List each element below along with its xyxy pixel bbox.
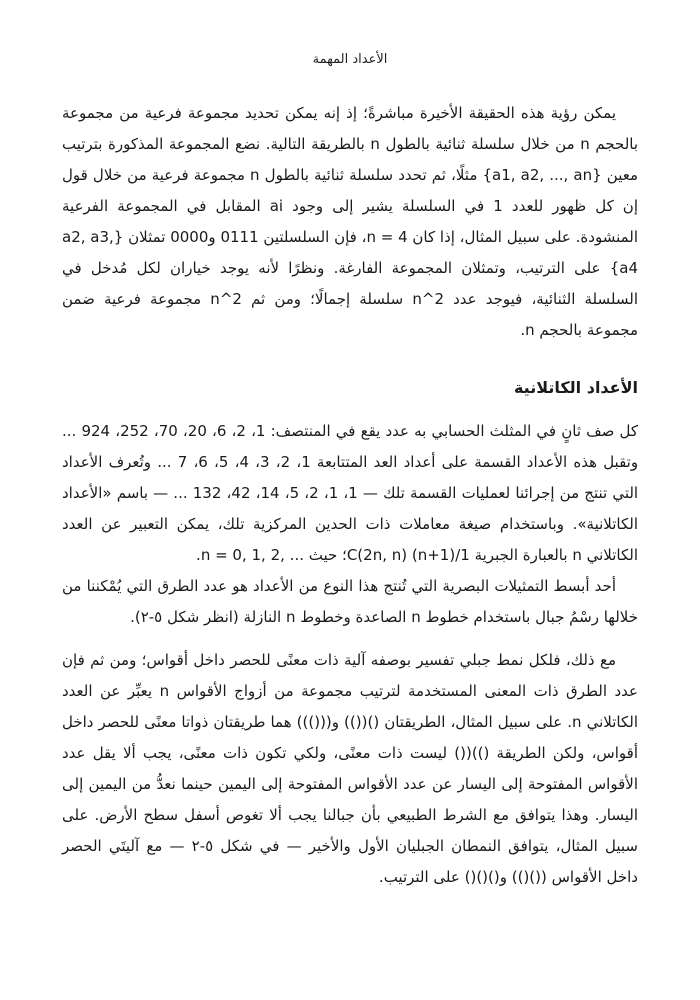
paragraph: أحد أبسط التمثيلات البصرية التي تُنتج هذا النوع من الأعداد هو عدد الطرق التي يُمْكننا من خلالها رسْمُ جبال باستخدام خطوط n الصاعدة وخطوط n النازلة (انظر شكل ٥-٢). [62, 577, 638, 626]
page-body [62, 98, 638, 893]
section-heading: الأعداد الكاتلانية [513, 378, 638, 397]
paragraph-gap [62, 633, 638, 645]
paragraph: يمكن رؤية هذه الحقيقة الأخيرة مباشرةً؛ إذ إنه يمكن تحديد مجموعة فرعية من مجموعة بالحجم n من خلال سلسلة ثنائية بالطول n بالطريقة التالية. نضع المجموعة المذكورة بترتيب معين {a1, a2, ..., an} مثلًا، ثم تحدد سلسلة ثنائية بالطول n مجموعة فرعية من خلال قول إن كل ظهور للعدد 1 في السلسلة يشير إلى وجود ai المقابل في المجموعة الفرعية المنشودة. على سبيل المثال، إذا كان n = 4، فإن السلسلتين 0111 و0000 تمثلان {a2, a3, a4} على الترتيب، وتمثلان المجموعة الفارغة. ونظرًا لأنه يوجد خياران لكل مُدخل في السلسلة الثنائية، فيوجد عدد 2^n سلسلة إجمالًا؛ ومن ثم 2^n مجموعة فرعية ضمن مجموعة بالحجم n. [62, 104, 639, 339]
paragraph: كل صف ثانٍ في المثلث الحسابي به عدد يقع في المنتصف: 1، 2، 6، 20، 70، 252، 924 ... وتقبل هذه الأعداد القسمة على أعداد العد المتتابعة 1، 2، 3، 4، 5، 6، 7 ... وتُعرف الأعداد التي تنتج من إجرائنا لعمليات القسمة تلك — 1، 1، 2، 5، 14، 42، 132 ... — باسم «الأعداد الكاتلانية». وباستخدام صيغة معاملات ذات الحدين المركزية تلك، يمكن التعبير عن العدد الكاتلاني n بالعبارة الجبرية 1/(n+1) C(2n, n)؛ حيث ... ,n = 0, 1, 2. [62, 422, 639, 564]
running-head: الأعداد المهمة [312, 52, 388, 67]
book-page [62, 0, 638, 1000]
paragraph: مع ذلك، فلكل نمط جبلي تفسير بوصفه آلية ذات معنًى للحصر داخل أقواس؛ ومن ثم فإن عدد الطرق ذات المعنى المستخدمة لترتيب مجموعة من أزواج الأقواس n يعبِّر عن العدد الكاتلاني n. على سبيل المثال، الطريقتان ()(()) و((())) هما طريقتان ذواتا معنًى للحصر داخل أقواس، ولكن الطريقة ())(() ليست ذات معنًى، ولكي تكون ذات معنًى، يجب ألا يقل عدد الأقواس المفتوحة إلى اليسار عن عدد الأقواس المفتوحة إلى اليمين حينما نعدُّ من اليمين إلى اليسار. وهذا يتوافق مع الشرط الطبيعي بأن جبالنا يجب ألا تغوص أسفل سطح الأرض. على سبيل المثال، يتوافق النمطان الجبليان الأول والأخير — في شكل ٥-٢ — مع آليتَي الحصر داخل الأقواس (()()) و()()() على الترتيب. [62, 651, 639, 886]
